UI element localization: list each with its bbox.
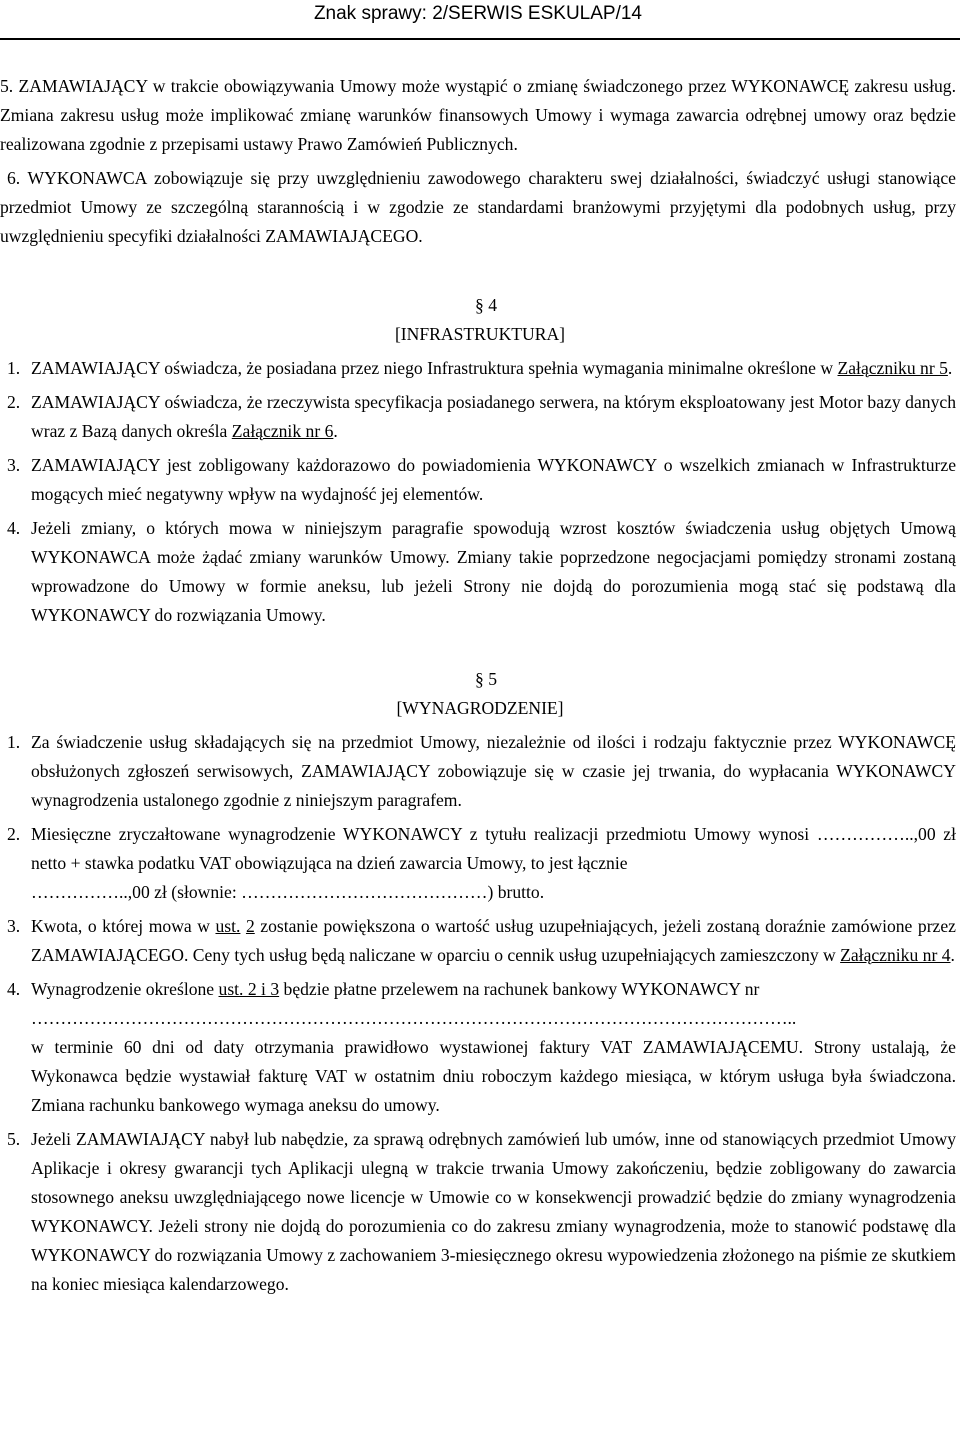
paragraph-5-text: ZAMAWIAJĄCY w trakcie obowiązywania Umowy może wystąpić o zmianę świadczonego przez WYKONAWCĘ zakresu usług. Zmiana zakresu usług może implikować zmianę warunków finansowych Umowy i wymaga zawarcia odrębnej umowy oraz będzie realizowana zgodnie z przepisami ustawy Prawo Zamówień Publicznych. [0, 76, 956, 154]
s5-item-2-line-2: ……………..,00 zł netto + stawka podatku VAT obowiązująca na dzień zawarcia Umowy, to jest łącznie [31, 824, 957, 873]
s5-item-5-text: Jeżeli ZAMAWIAJĄCY nabył lub nabędzie, za sprawą odrębnych zamówień lub umów, inne od stanowiących przedmiot Umowy Aplikacje i okresy gwarancji tych Aplikacji ulegną w trakcie trwania Umowy zakończeniu, będzie zobligowany do zawarcia stosownego aneksu uwzględniającego nowe licencje w Umowie co w konsekwencji prowadzić będzie do zmiany wynagrodzenia WYKONAWCY. Jeżeli strony nie dojdą do porozumienia co do zakresu zmiany wynagrodzenia, może to stanowić podstawę dla WYKONAWCY do rozwiązania Umowy z zachowaniem 3-miesięcznego okresu wypowiedzenia złożonego na piśmie ze skutkiem na koniec miesiąca kalendarzowego. [31, 1129, 956, 1294]
s5-item-3-mid: zostanie powiększona o wartość usług uzupełniających, jeżeli zostaną doraźnie zamówione przez ZAMAWIAJĄCEGO. Ceny tych usług będą naliczane w oparciu o cennik usług uzupełniających zamieszczony w [31, 916, 956, 965]
s5-item-5 [0, 1125, 960, 1299]
s5-item-4-rest: w terminie 60 dni od daty otrzymania prawidłowo wystawionej faktury VAT ZAMAWIAJĄCEMU. Strony ustalają, że Wykonawca będzie wystawiał fakturę VAT w ostatnim dniu roboczym każdego miesiąca, w którym usługa była świadczona. Zmiana rachunku bankowego wymaga aneksu do umowy. [31, 1037, 956, 1115]
attachment-5-link[interactable]: Załączniku nr 5 [837, 358, 948, 378]
s5-item-2-line-1: Miesięczne zryczałtowane wynagrodzenie WYKONAWCY z tytułu realizacji przedmiotu Umowy wynosi [31, 824, 810, 844]
s5-item-5-number: 5. [7, 1129, 21, 1149]
s4-item-4 [0, 514, 960, 630]
paragraph-6 [0, 164, 960, 251]
paragraph-6-number: 6. [7, 168, 21, 188]
attachment-6-link[interactable]: Załącznik nr 6 [231, 421, 334, 441]
s4-item-1 [0, 354, 960, 383]
s4-item-4-number: 4. [7, 518, 21, 538]
s5-item-4-pre: Wynagrodzenie określone [31, 979, 219, 999]
s5-item-4-number: 4. [7, 979, 21, 999]
s5-item-1-text: Za świadczenie usług składających się na przedmiot Umowy, niezależnie od ilości i rodzaju faktycznie przez WYKONAWCĘ obsłużonych zgłoszeń serwisowych, ZAMAWIAJĄCY zobowiązuje się w czasie jej trwania, do wypłacania WYKONAWCY wynagrodzenia ustalonego zgodnie z niniejszym paragrafem. [31, 732, 956, 810]
s5-item-1 [0, 728, 960, 815]
s5-item-2 [0, 820, 960, 907]
s5-item-2-number: 2. [7, 824, 21, 844]
ust-2-i-3-link[interactable]: ust. 2 i 3 [218, 979, 280, 999]
s5-item-4 [0, 975, 960, 1120]
account-number-blank: ………………………………………………………………………………………………………………….. [31, 1008, 797, 1028]
s4-item-1-tail: . [947, 358, 953, 378]
section-5-title: [WYNAGRODZENIE] [396, 698, 564, 718]
attachment-4-link[interactable]: Załączniku nr 4 [840, 945, 951, 965]
section-5-sign: § 5 [475, 669, 497, 689]
page-header [0, 0, 960, 40]
s5-item-3 [0, 912, 960, 970]
ust-link[interactable]: ust. [215, 916, 241, 936]
s4-item-3-text: ZAMAWIAJĄCY jest zobligowany każdorazowo do powiadomienia WYKONAWCY o wszelkich zmianach w Infrastrukturze mogących mieć negatywny wpływ na wydajność jej elementów. [31, 455, 956, 504]
s4-item-3-number: 3. [7, 455, 21, 475]
case-number: Znak sprawy: 2/SERWIS ESKULAP/14 [313, 3, 642, 24]
ust-2-link[interactable]: 2 [245, 916, 255, 936]
s4-item-1-number: 1. [7, 358, 21, 378]
s5-item-3-tail: . [950, 945, 955, 965]
s4-item-2-text: ZAMAWIAJĄCY oświadcza, że rzeczywista specyfikacja posiadanego serwera, na którym eksploatowany jest Motor bazy danych wraz z Bazą danych określa [31, 392, 956, 441]
s5-item-2-line-3: ……………..,00 zł (słownie: ……………………………………) brutto. [31, 882, 545, 902]
section-4-title: [INFRASTRUKTURA] [394, 324, 566, 344]
s4-item-2-number: 2. [7, 392, 21, 412]
s4-item-3 [0, 451, 960, 509]
s5-item-3-number: 3. [7, 916, 21, 936]
paragraph-5 [0, 72, 960, 159]
paragraph-5-number: 5. [0, 76, 14, 96]
header-divider [0, 38, 960, 40]
s4-item-4-text: Jeżeli zmiany, o których mowa w niniejszym paragrafie spowodują wzrost kosztów świadczenia usług objętych Umową WYKONAWCA może żądać zmiany warunków Umowy. Zmiany takie poprzedzone negocjacjami pomiędzy stronami zostaną wprowadzone do Umowy w formie aneksu, lub jeżeli Strony nie dojdą do porozumienia mogą stać się podstawą dla WYKONAWCY do rozwiązania Umowy. [31, 518, 956, 625]
paragraph-6-text: WYKONAWCA zobowiązuje się przy uwzględnieniu zawodowego charakteru swej działalności, świadczyć usługi stanowiące przedmiot Umowy ze szczególną starannością i w zgodzie ze standardami branżowymi przyjętymi dla podobnych usług, przy uwzględnieniu specyfiki działalności ZAMAWIAJĄCEGO. [0, 168, 956, 246]
s5-item-3-pre: Kwota, o której mowa w [31, 916, 216, 936]
s4-item-2-tail: . [333, 421, 338, 441]
section-4-sign: § 4 [475, 295, 497, 315]
document-body [0, 72, 960, 1304]
s5-item-1-number: 1. [7, 732, 21, 752]
s4-item-1-text: ZAMAWIAJĄCY oświadcza, że posiadana przez niego Infrastruktura spełnia wymagania minimalne określone w [31, 358, 838, 378]
s5-item-4-mid: będzie płatne przelewem na rachunek bankowy WYKONAWCY nr [279, 979, 760, 999]
s4-item-2 [0, 388, 960, 446]
